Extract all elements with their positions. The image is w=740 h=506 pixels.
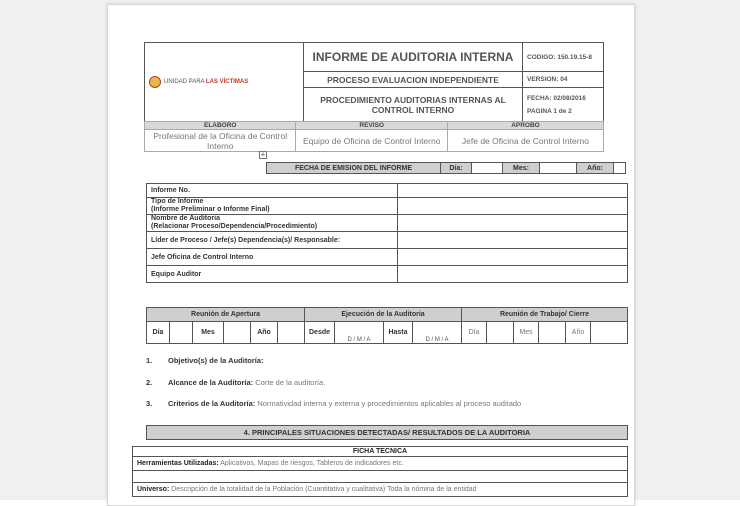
table-row xyxy=(147,249,628,266)
desde-format: D / M / A xyxy=(347,337,371,343)
aprobo-label: APROBO xyxy=(447,122,603,130)
objective-item xyxy=(146,378,325,387)
objective-label: Objetivo(s) de la Auditoría: xyxy=(168,356,264,365)
emission-mes-field[interactable] xyxy=(540,163,577,174)
emission-anio-field[interactable] xyxy=(614,163,626,174)
audit-info-table xyxy=(146,183,628,283)
cierre-dia-label: Día xyxy=(462,322,487,344)
ficha-title: FICHA TECNICA xyxy=(133,447,628,457)
fecha-pagina xyxy=(523,88,604,122)
objective-desc: Normatividad interna y externa y procedimientos aplicables al proceso auditado xyxy=(255,399,522,408)
herramientas-value: Aplicativos, Mapas de riesgos, Tableros de indicadores etc. xyxy=(218,460,404,467)
table-row xyxy=(147,266,628,283)
signature-table xyxy=(144,121,604,152)
objective-label: Alcance de la Auditoría: xyxy=(168,378,254,387)
reviso-label: REVISO xyxy=(296,122,447,130)
desde-label: Desde xyxy=(305,322,335,344)
info-label: Jefe Oficina de Control Interno xyxy=(147,249,398,266)
herramientas-label: Herramientas Utilizadas: xyxy=(137,460,219,467)
cierre-mes-label: Mes xyxy=(514,322,539,344)
table-row xyxy=(147,232,628,249)
emission-label: FECHA DE EMISION DEL INFORME xyxy=(267,163,441,174)
objective-item xyxy=(146,399,521,408)
objective-desc: Corte de la auditoría. xyxy=(253,378,326,387)
apertura-dia-label: Día xyxy=(147,322,170,344)
codigo: CODIGO: 150.19.15-8 xyxy=(523,43,604,72)
logo-cell xyxy=(145,43,304,122)
apertura-header: Reunión de Apertura xyxy=(147,308,305,322)
apertura-anio-label: Año xyxy=(251,322,278,344)
info-value-field[interactable] xyxy=(398,184,628,198)
emission-mes-label: Mes: xyxy=(503,163,540,174)
universo-value: Descripción de la totalidad de la Población (Cuantitativa y cualitativa) Toda la nómina de la entidad xyxy=(169,486,477,493)
emission-anio-label: Año: xyxy=(577,163,614,174)
info-label: Líder de Proceso / Jefe(s) Dependencia(s)/ Responsable: xyxy=(147,232,398,249)
objective-number: 3. xyxy=(146,399,153,408)
hasta-label: Hasta xyxy=(384,322,413,344)
aprobo-value: Jefe de Oficina de Control Interno xyxy=(447,130,603,152)
version: VERSION: 04 xyxy=(523,72,604,88)
info-value-field[interactable] xyxy=(398,266,628,283)
emission-dia-field[interactable] xyxy=(472,163,503,174)
empty-row[interactable] xyxy=(133,471,628,483)
info-label: Equipo Auditor xyxy=(147,266,398,283)
fecha: FECHA: 02/08/2016 xyxy=(527,94,586,102)
info-label: Nombre de Auditoria (Relacionar Proceso/Dependencia/Procedimiento) xyxy=(147,215,398,232)
coat-of-arms-icon xyxy=(149,76,161,88)
audit-dates-table xyxy=(146,307,628,344)
document-title: INFORME DE AUDITORIA INTERNA xyxy=(304,43,523,72)
hasta-field[interactable] xyxy=(413,322,462,344)
info-value-field[interactable] xyxy=(398,232,628,249)
emission-date-table xyxy=(266,162,626,174)
info-value-field[interactable] xyxy=(398,198,628,215)
info-value-field[interactable] xyxy=(398,215,628,232)
header-table xyxy=(144,42,604,122)
info-label: Tipo de Informe (Informe Preliminar o Informe Final) xyxy=(147,198,398,215)
document-page xyxy=(107,4,635,506)
ficha-tecnica-table xyxy=(132,446,628,497)
procedure-name: PROCEDIMIENTO AUDITORIAS INTERNAS AL CONTROL INTERNO xyxy=(304,88,523,122)
emission-dia-label: Día: xyxy=(441,163,472,174)
info-label: Informe No. xyxy=(147,184,398,198)
info-value-field[interactable] xyxy=(398,249,628,266)
process-name: PROCESO EVALUACION INDEPENDIENTE xyxy=(304,72,523,88)
universo-row[interactable] xyxy=(133,483,628,497)
objective-number: 1. xyxy=(146,356,153,365)
section-4-header: 4. PRINCIPALES SITUACIONES DETECTADAS/ RESULTADOS DE LA AUDITORIA xyxy=(146,425,628,440)
table-move-handle-icon[interactable]: + xyxy=(260,150,266,159)
table-row xyxy=(147,198,628,215)
apertura-dia-field[interactable] xyxy=(170,322,193,344)
table-row xyxy=(147,184,628,198)
objective-label: Criterios de la Auditoría: xyxy=(168,399,256,408)
cierre-anio-label: Año xyxy=(566,322,591,344)
cierre-mes-field[interactable] xyxy=(539,322,566,344)
hasta-format: D / M / A xyxy=(425,337,449,343)
desde-field[interactable] xyxy=(335,322,384,344)
herramientas-row[interactable] xyxy=(133,457,628,471)
table-row xyxy=(147,215,628,232)
cierre-dia-field[interactable] xyxy=(487,322,514,344)
cierre-anio-field[interactable] xyxy=(591,322,628,344)
universo-label: Universo: xyxy=(137,486,170,493)
elaboro-value: Profesional de la Oficina de Control Interno xyxy=(145,130,296,152)
apertura-anio-field[interactable] xyxy=(278,322,305,344)
reviso-value: Equipo de Oficina de Control Interno xyxy=(296,130,447,152)
ejecucion-header: Ejecución de la Auditoria xyxy=(305,308,462,322)
objective-number: 2. xyxy=(146,378,153,387)
apertura-mes-label: Mes xyxy=(193,322,224,344)
objective-item xyxy=(146,356,264,365)
cierre-header: Reunión de Trabajo/ Cierre xyxy=(462,308,628,322)
pagina: PAGINA 1 de 2 xyxy=(527,107,572,115)
apertura-mes-field[interactable] xyxy=(224,322,251,344)
elaboro-label: ELABORO xyxy=(145,122,296,130)
logo: UNIDAD PARA LAS VÍCTIMAS xyxy=(149,76,299,88)
